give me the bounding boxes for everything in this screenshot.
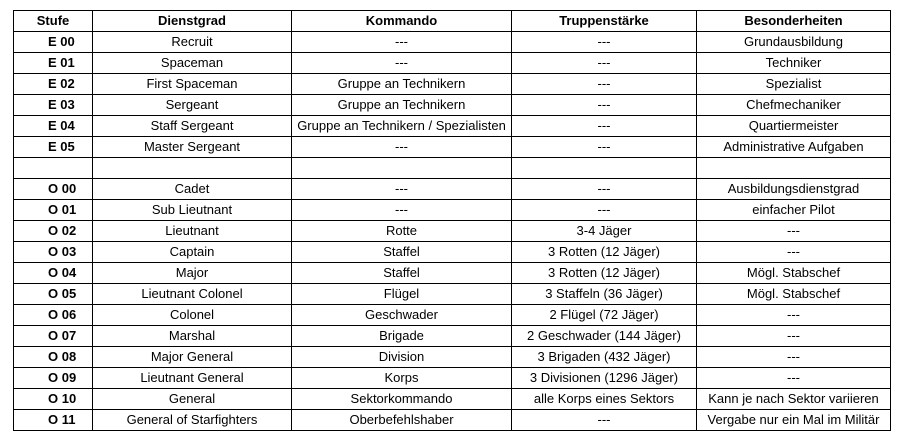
cell-stufe: E 00 — [14, 32, 93, 53]
cell-kommando: Gruppe an Technikern / Spezialisten — [292, 116, 512, 137]
cell-dienstgrad: Staff Sergeant — [93, 116, 292, 137]
cell-dienstgrad: First Spaceman — [93, 74, 292, 95]
cell-dienstgrad — [93, 158, 292, 179]
cell-kommando: Flügel — [292, 284, 512, 305]
cell-truppenstaerke: 3 Rotten (12 Jäger) — [512, 263, 697, 284]
cell-stufe: O 11 — [14, 410, 93, 431]
cell-kommando: Oberbefehlshaber — [292, 410, 512, 431]
cell-dienstgrad: Lieutnant Colonel — [93, 284, 292, 305]
cell-stufe: O 00 — [14, 179, 93, 200]
cell-stufe: E 01 — [14, 53, 93, 74]
cell-stufe: O 05 — [14, 284, 93, 305]
cell-besonderheiten: --- — [697, 221, 891, 242]
table-row — [14, 137, 891, 158]
table-row — [14, 368, 891, 389]
table-row — [14, 284, 891, 305]
cell-truppenstaerke: 3 Divisionen (1296 Jäger) — [512, 368, 697, 389]
cell-stufe: E 04 — [14, 116, 93, 137]
cell-kommando: Staffel — [292, 242, 512, 263]
cell-besonderheiten: --- — [697, 305, 891, 326]
cell-besonderheiten: Quartiermeister — [697, 116, 891, 137]
cell-truppenstaerke: 3 Staffeln (36 Jäger) — [512, 284, 697, 305]
cell-truppenstaerke: 3-4 Jäger — [512, 221, 697, 242]
cell-kommando: Korps — [292, 368, 512, 389]
cell-truppenstaerke: --- — [512, 410, 697, 431]
cell-kommando: Gruppe an Technikern — [292, 74, 512, 95]
table-row — [14, 410, 891, 431]
cell-truppenstaerke: 3 Brigaden (432 Jäger) — [512, 347, 697, 368]
cell-besonderheiten: Mögl. Stabschef — [697, 263, 891, 284]
cell-besonderheiten: Chefmechaniker — [697, 95, 891, 116]
cell-besonderheiten: --- — [697, 326, 891, 347]
cell-dienstgrad: Lieutnant General — [93, 368, 292, 389]
cell-dienstgrad: Colonel — [93, 305, 292, 326]
table-row — [14, 95, 891, 116]
cell-besonderheiten: --- — [697, 242, 891, 263]
table-row — [14, 74, 891, 95]
cell-kommando: --- — [292, 200, 512, 221]
cell-kommando: --- — [292, 179, 512, 200]
cell-truppenstaerke: --- — [512, 137, 697, 158]
cell-stufe: O 02 — [14, 221, 93, 242]
cell-stufe: E 05 — [14, 137, 93, 158]
cell-besonderheiten: Administrative Aufgaben — [697, 137, 891, 158]
cell-dienstgrad: General — [93, 389, 292, 410]
cell-dienstgrad: Spaceman — [93, 53, 292, 74]
cell-truppenstaerke: 2 Geschwader (144 Jäger) — [512, 326, 697, 347]
cell-besonderheiten: Spezialist — [697, 74, 891, 95]
cell-truppenstaerke: --- — [512, 32, 697, 53]
table-header-row — [14, 11, 891, 32]
cell-kommando: Staffel — [292, 263, 512, 284]
cell-stufe: O 03 — [14, 242, 93, 263]
cell-dienstgrad: Marshal — [93, 326, 292, 347]
cell-kommando: Geschwader — [292, 305, 512, 326]
cell-truppenstaerke: --- — [512, 116, 697, 137]
table-row — [14, 389, 891, 410]
table-row — [14, 242, 891, 263]
cell-dienstgrad: Captain — [93, 242, 292, 263]
cell-besonderheiten: Ausbildungsdienstgrad — [697, 179, 891, 200]
cell-besonderheiten: Vergabe nur ein Mal im Militär — [697, 410, 891, 431]
cell-dienstgrad: Lieutnant — [93, 221, 292, 242]
table-row — [14, 179, 891, 200]
header-stufe: Stufe — [14, 11, 93, 32]
cell-stufe: E 03 — [14, 95, 93, 116]
cell-kommando: Division — [292, 347, 512, 368]
cell-dienstgrad: Master Sergeant — [93, 137, 292, 158]
cell-besonderheiten: Kann je nach Sektor variieren — [697, 389, 891, 410]
cell-besonderheiten — [697, 158, 891, 179]
table-row — [14, 221, 891, 242]
cell-dienstgrad: Recruit — [93, 32, 292, 53]
cell-truppenstaerke: alle Korps eines Sektors — [512, 389, 697, 410]
cell-besonderheiten: Mögl. Stabschef — [697, 284, 891, 305]
cell-kommando: Sektorkommando — [292, 389, 512, 410]
table-row — [14, 347, 891, 368]
cell-truppenstaerke: --- — [512, 179, 697, 200]
table-row — [14, 200, 891, 221]
cell-kommando: Rotte — [292, 221, 512, 242]
cell-truppenstaerke: 3 Rotten (12 Jäger) — [512, 242, 697, 263]
table-row — [14, 326, 891, 347]
cell-besonderheiten: --- — [697, 368, 891, 389]
cell-dienstgrad: Cadet — [93, 179, 292, 200]
cell-dienstgrad: Major General — [93, 347, 292, 368]
cell-stufe — [14, 158, 93, 179]
cell-stufe: O 08 — [14, 347, 93, 368]
cell-kommando — [292, 158, 512, 179]
table-row — [14, 53, 891, 74]
cell-dienstgrad: Major — [93, 263, 292, 284]
cell-stufe: E 02 — [14, 74, 93, 95]
cell-truppenstaerke: --- — [512, 53, 697, 74]
cell-stufe: O 01 — [14, 200, 93, 221]
cell-truppenstaerke: --- — [512, 200, 697, 221]
cell-kommando: Gruppe an Technikern — [292, 95, 512, 116]
table-row — [14, 263, 891, 284]
cell-besonderheiten: einfacher Pilot — [697, 200, 891, 221]
header-besonderheiten: Besonderheiten — [697, 11, 891, 32]
table-row-spacer — [14, 158, 891, 179]
cell-truppenstaerke: --- — [512, 95, 697, 116]
cell-stufe: O 10 — [14, 389, 93, 410]
cell-truppenstaerke: 2 Flügel (72 Jäger) — [512, 305, 697, 326]
cell-kommando: Brigade — [292, 326, 512, 347]
cell-besonderheiten: Grundausbildung — [697, 32, 891, 53]
cell-besonderheiten: Techniker — [697, 53, 891, 74]
cell-stufe: O 07 — [14, 326, 93, 347]
rank-table — [13, 10, 891, 431]
header-truppenstaerke: Truppenstärke — [512, 11, 697, 32]
cell-dienstgrad: Sergeant — [93, 95, 292, 116]
cell-truppenstaerke — [512, 158, 697, 179]
cell-kommando: --- — [292, 32, 512, 53]
table-row — [14, 305, 891, 326]
cell-kommando: --- — [292, 137, 512, 158]
cell-kommando: --- — [292, 53, 512, 74]
cell-dienstgrad: General of Starfighters — [93, 410, 292, 431]
cell-stufe: O 04 — [14, 263, 93, 284]
cell-dienstgrad: Sub Lieutnant — [93, 200, 292, 221]
cell-stufe: O 09 — [14, 368, 93, 389]
cell-truppenstaerke: --- — [512, 74, 697, 95]
cell-stufe: O 06 — [14, 305, 93, 326]
cell-besonderheiten: --- — [697, 347, 891, 368]
rank-table-container — [13, 10, 891, 431]
header-kommando: Kommando — [292, 11, 512, 32]
table-row — [14, 116, 891, 137]
header-dienstgrad: Dienstgrad — [93, 11, 292, 32]
table-row — [14, 32, 891, 53]
